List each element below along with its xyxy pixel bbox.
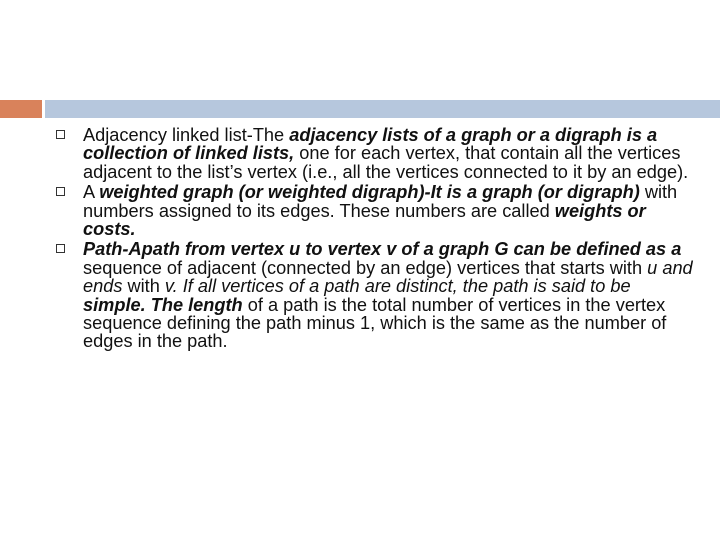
header-decoration-bar [0, 100, 720, 118]
text-segment: simple. The length [83, 294, 243, 315]
square-bullet-icon [56, 244, 65, 253]
text-segment: of a path is the total number of vertices in the vertex sequence defining the path minus 1, which is the same as the number of edges in the path. [83, 294, 667, 352]
bullet-adjacency-linked-list [55, 126, 695, 181]
accent-bar-orange [0, 100, 42, 118]
text-segment: weighted graph (or weighted digraph)-It is a graph (or digraph) [99, 182, 640, 203]
text-segment: with numbers assigned to its edges. These numbers are called [83, 182, 678, 221]
square-bullet-icon [56, 130, 65, 139]
text-segment: path from vertex u to vertex v of a graph G can be defined as a [141, 239, 682, 260]
text-segment: Adjacency linked list-The [83, 125, 290, 145]
text-segment: adjacency lists of a graph or a digraph is a collection of linked lists, [83, 125, 658, 164]
square-bullet-icon [56, 187, 65, 196]
bullet-weighted-graph [55, 183, 695, 238]
text-segment: A [83, 182, 100, 203]
text-segment: Path-A [83, 239, 142, 260]
bullet-list [55, 126, 695, 353]
text-segment: weights or costs. [83, 200, 646, 240]
text-segment: u and ends [83, 257, 693, 297]
text-segment: sequence of adjacent (connected by an edge) vertices that starts with [83, 257, 648, 278]
text-segment: one for each vertex, that contain all the vertices adjacent to the list’s vertex (i.e., all the vertices connected to it by an edge). [83, 143, 689, 182]
accent-bar-blue [45, 100, 720, 118]
bullet-path [55, 240, 695, 350]
text-segment: with [122, 276, 165, 297]
text-segment: v. If all vertices of a path are distinct, the path is said to be [164, 276, 631, 297]
